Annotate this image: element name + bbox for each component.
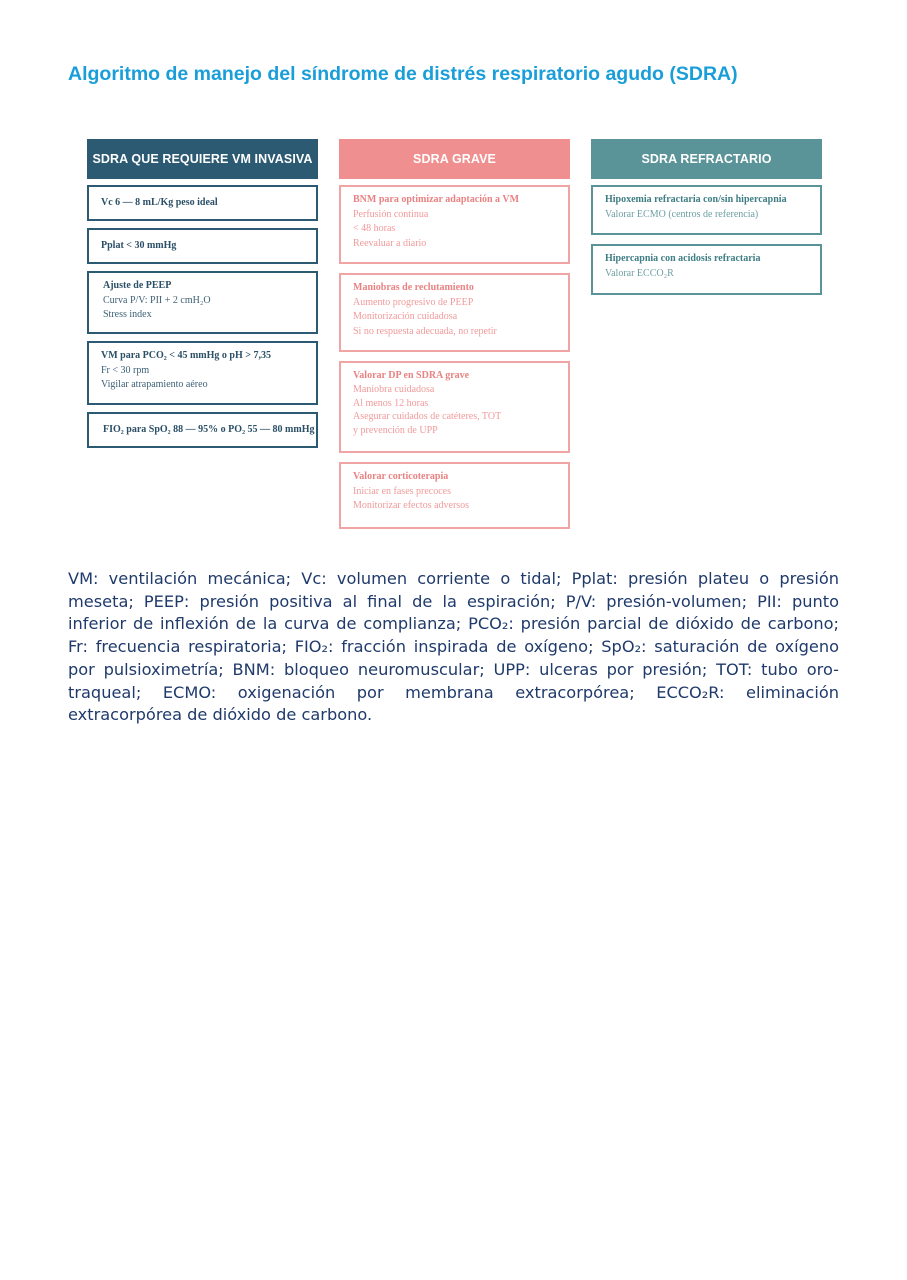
box-ventilation-target xyxy=(87,341,318,405)
box-line: y prevención de UPP xyxy=(353,425,438,437)
column-header: SDRA GRAVE xyxy=(339,139,570,179)
box-heading: Ajuste de PEEP xyxy=(103,280,172,291)
box-line: Maniobra cuidadosa xyxy=(353,383,435,395)
column-invasive-ventilation xyxy=(87,139,318,448)
box-heading: Valorar DP en SDRA grave xyxy=(353,370,470,381)
box-prone-position xyxy=(339,361,570,453)
box-line: Valorar ECCO₂R xyxy=(605,267,674,279)
box-heading: Hipoxemia refractaria con/sin hipercapnia xyxy=(605,194,787,205)
box-line: Perfusión continua xyxy=(353,208,429,220)
box-heading: Hipercapnia con acidosis refractaria xyxy=(605,253,761,264)
box-line: < 48 horas xyxy=(353,223,396,234)
box-line: Al menos 12 horas xyxy=(353,397,429,409)
box-oxygen-target xyxy=(87,412,318,448)
box-peep-adjust xyxy=(87,271,318,334)
box-line: Monitorización cuidadosa xyxy=(353,311,458,322)
box-heading: Pplat < 30 mmHg xyxy=(101,239,177,251)
column-refractory-ards xyxy=(591,139,822,295)
box-line: Reevaluar a diario xyxy=(353,237,427,249)
box-neuromuscular-block xyxy=(339,185,570,264)
box-line: Valorar ECMO (centros de referencia) xyxy=(605,208,759,220)
box-refractory-hypoxemia xyxy=(591,185,822,235)
column-severe-ards xyxy=(339,139,570,529)
box-line: Fr < 30 rpm xyxy=(101,364,150,376)
box-line: Curva P/V: PII + 2 cmH₂O xyxy=(103,294,211,306)
box-heading: FIO₂ para SpO₂ 88 — 95% o PO₂ 55 — 80 mmHg xyxy=(103,423,315,435)
box-tidal-volume xyxy=(87,185,318,221)
box-line: Asegurar cuidados de catéteres, TOT xyxy=(353,411,502,423)
box-line: Vigilar atrapamiento aéreo xyxy=(101,379,208,390)
box-line: Monitorizar efectos adversos xyxy=(353,500,470,511)
box-corticosteroids xyxy=(339,462,570,529)
page-title: Algoritmo de manejo del síndrome de distrés respiratorio agudo (SDRA) xyxy=(68,63,738,85)
box-line: Iniciar en fases precoces xyxy=(353,485,451,497)
box-line: Stress index xyxy=(103,309,152,320)
box-line: Aumento progresivo de PEEP xyxy=(353,296,474,308)
box-heading: Maniobras de reclutamiento xyxy=(353,282,474,293)
box-recruitment-maneuvers xyxy=(339,273,570,352)
box-plateau-pressure xyxy=(87,228,318,264)
box-line: Si no respuesta adecuada, no repetir xyxy=(353,325,497,337)
box-heading: BNM para optimizar adaptación a VM xyxy=(353,194,520,205)
column-header: SDRA REFRACTARIO xyxy=(591,139,822,179)
column-header: SDRA QUE REQUIERE VM INVASIVA xyxy=(87,139,318,179)
box-heading: VM para PCO₂ < 45 mmHg o pH > 7,35 xyxy=(101,350,271,361)
box-refractory-hypercapnia xyxy=(591,244,822,295)
box-heading: Valorar corticoterapia xyxy=(353,471,449,482)
box-heading: Vc 6 — 8 mL/Kg peso ideal xyxy=(101,196,218,208)
abbreviations-legend: VM: ventilación mecánica; Vc: volumen corriente o tidal; Pplat: presión plateu o presión meseta; PEEP: presión positiva al final de la espiración; P/V: presión-volumen; PII: punto inferior de inflexión de la curva de complianza; PCO₂: presión parcial de dióxido de carbono; Fr: frecuencia respiratoria; FIO₂: fracción inspirada de oxígeno; SpO₂: saturación de oxígeno por pulsioximetría; BNM: bloqueo neuromuscular; UPP: ulceras por presión; TOT: tubo oro-traqueal; ECMO: oxigenación por membrana extracorpórea; ECCO₂R: eliminación extracorpórea de dióxido de carbono. xyxy=(68,569,839,725)
